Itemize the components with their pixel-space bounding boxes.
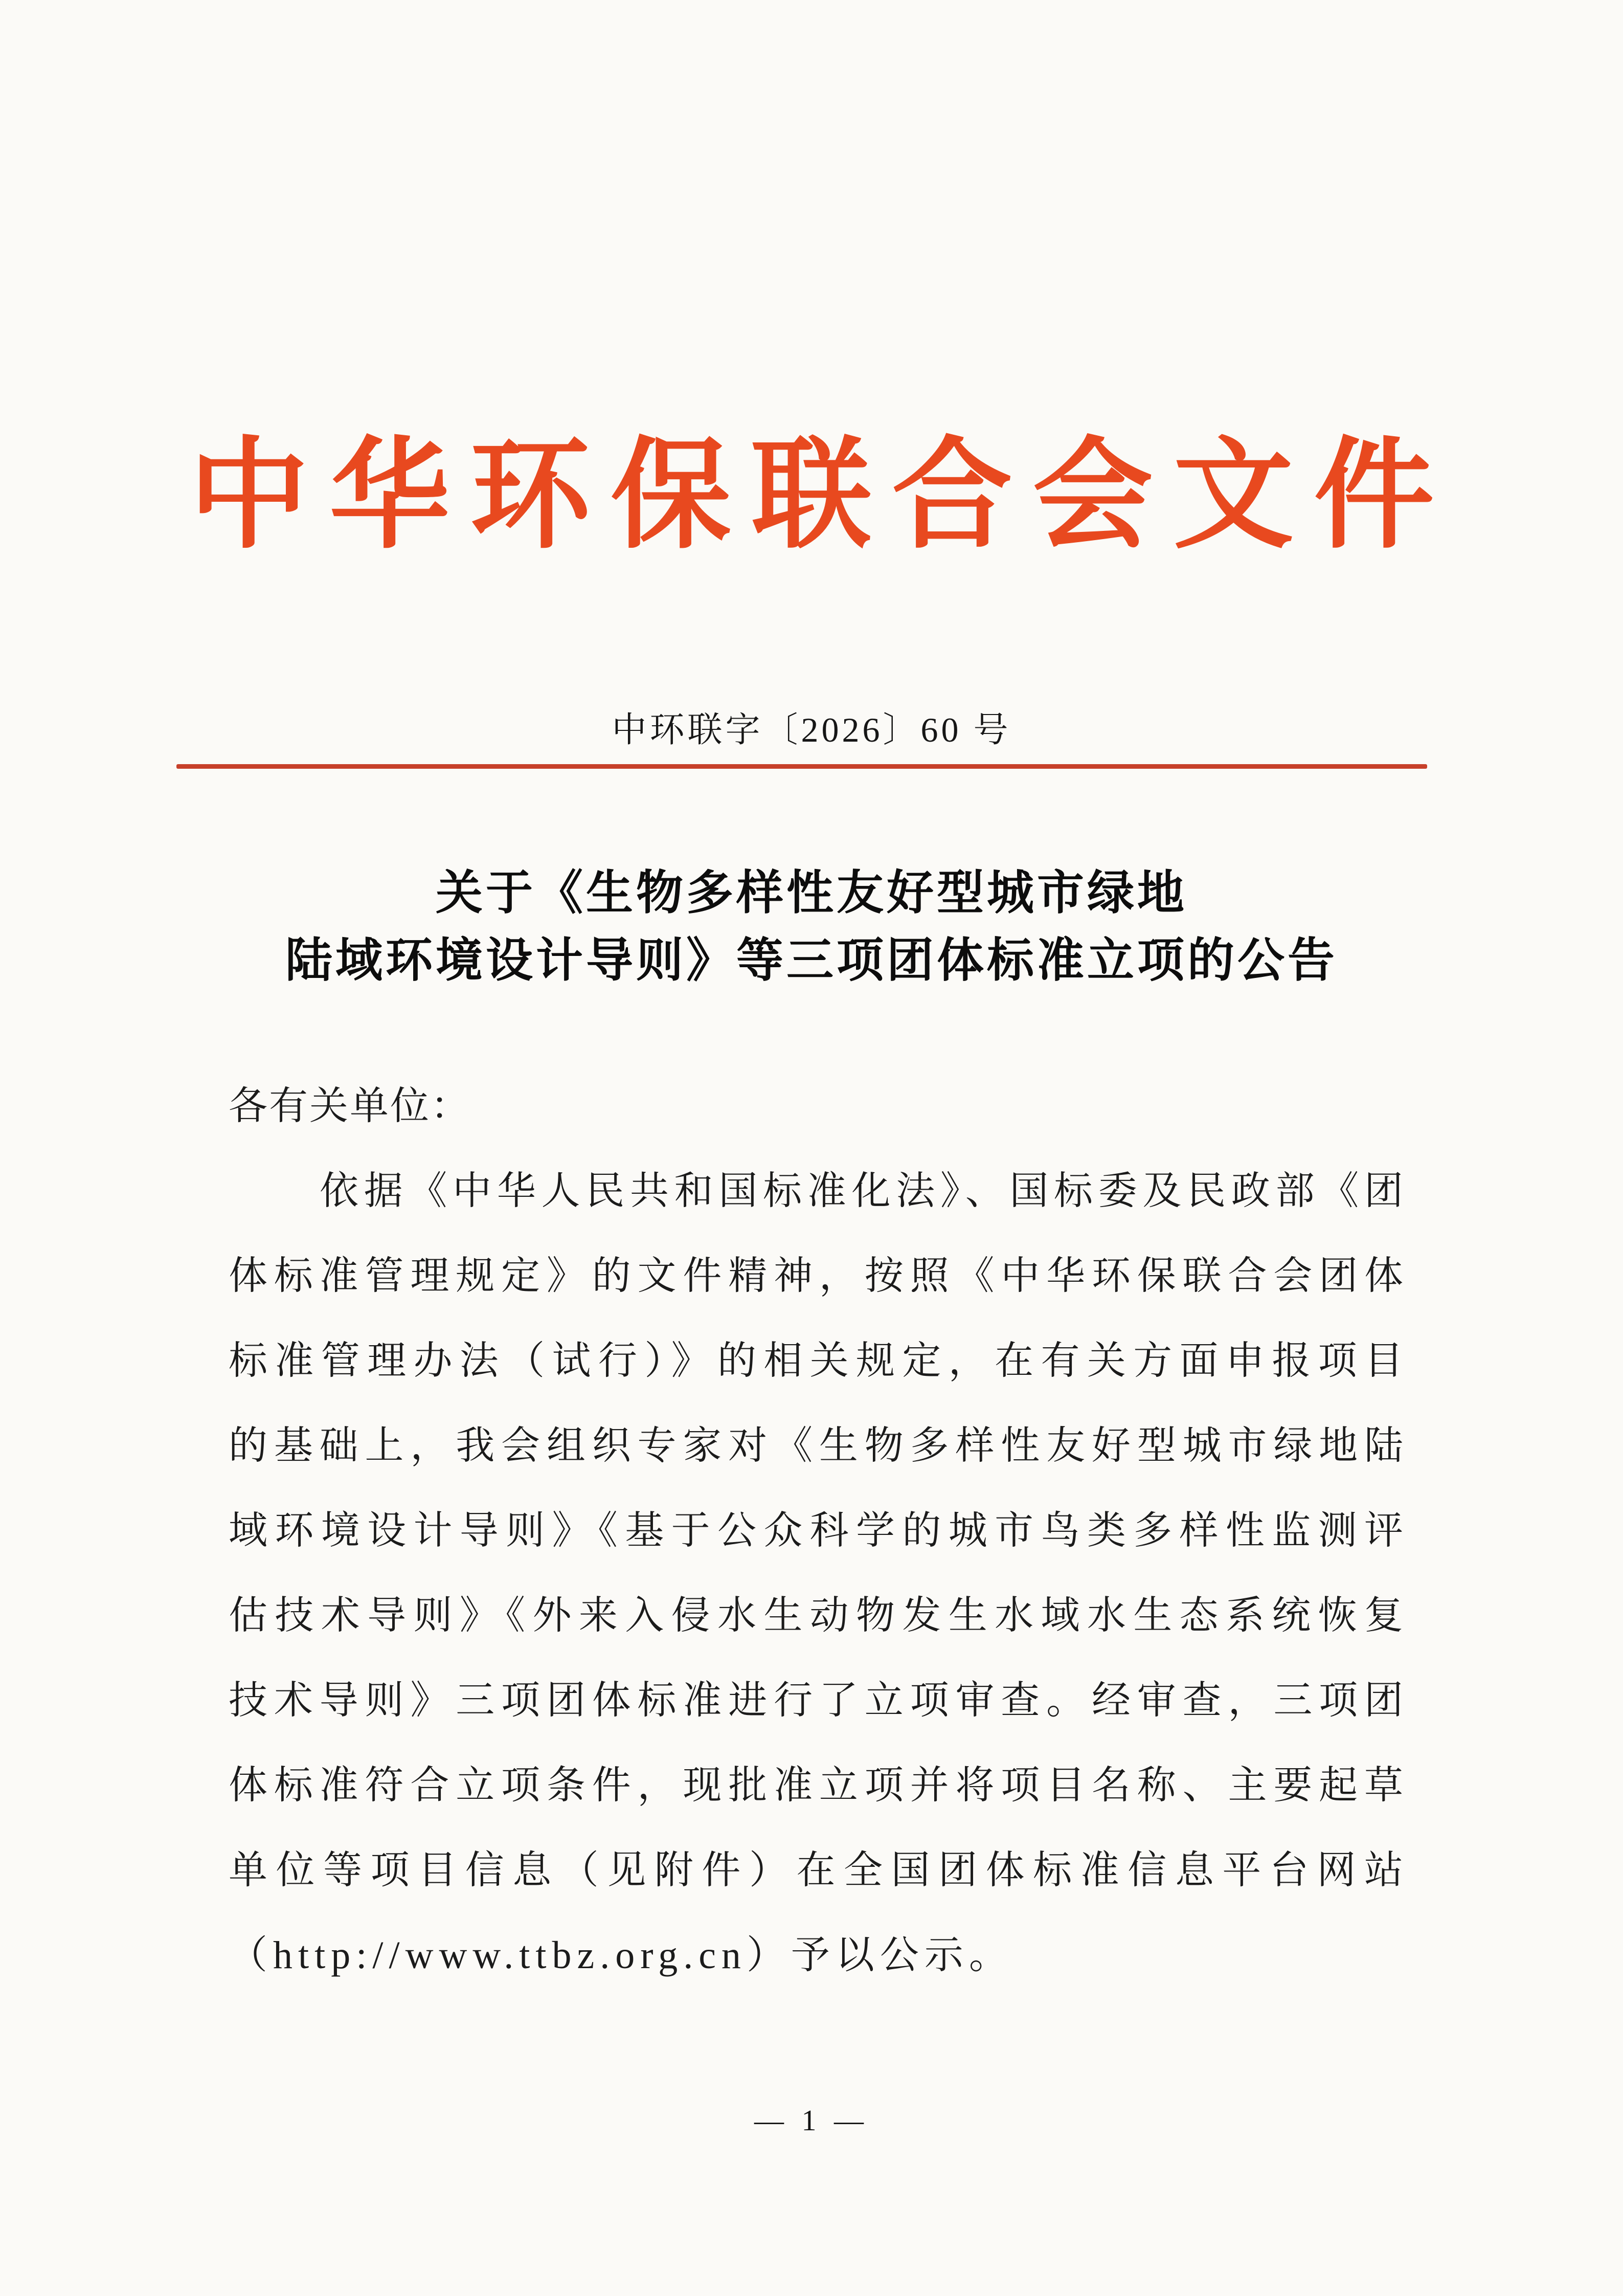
body-line: 单位等项目信息（见附件）在全国团体标准信息平台网站 (229, 1849, 1405, 1892)
announcement-title-line1: 关于《生物多样性友好型城市绿地 (435, 867, 1187, 919)
announcement-title (0, 859, 1623, 994)
letterhead-divider-rule (176, 764, 1427, 769)
salutation: 各有关单位： (229, 1085, 471, 1128)
document-number: 中环联字〔2026〕60 号 (612, 710, 1011, 749)
body-line: 标准管理办法（试行）》的相关规定，在有关方面申报项目 (229, 1340, 1405, 1383)
body-line: 域环境设计导则》《基于公众科学的城市鸟类多样性监测评 (229, 1509, 1405, 1552)
body-line: 估技术导则》《外来入侵水生动物发生水域水生态系统恢复 (229, 1594, 1405, 1637)
body-line: 的基础上，我会组织专家对《生物多样性友好型城市绿地陆 (229, 1424, 1405, 1467)
body-line: 体标准管理规定》的文件精神，按照《中华环保联合会团体 (229, 1255, 1405, 1298)
body-line-website: （http://www.ttbz.org.cn）予以公示。 (229, 1934, 1013, 1977)
letterhead-org-title: 中华环保联合会文件 (189, 430, 1455, 563)
body-text-block (229, 1064, 1405, 1998)
page-number: — 1 — (754, 2104, 869, 2137)
body-line: 依据《中华人民共和国标准化法》、国标委及民政部《团 (320, 1170, 1405, 1213)
announcement-title-line2: 陆域环境设计导则》等三项团体标准立项的公告 (285, 934, 1338, 987)
body-line: 技术导则》三项团体标准进行了立项审查。经审查，三项团 (229, 1679, 1405, 1722)
body-line: 体标准符合立项条件，现批准立项并将项目名称、主要起草 (229, 1764, 1405, 1807)
